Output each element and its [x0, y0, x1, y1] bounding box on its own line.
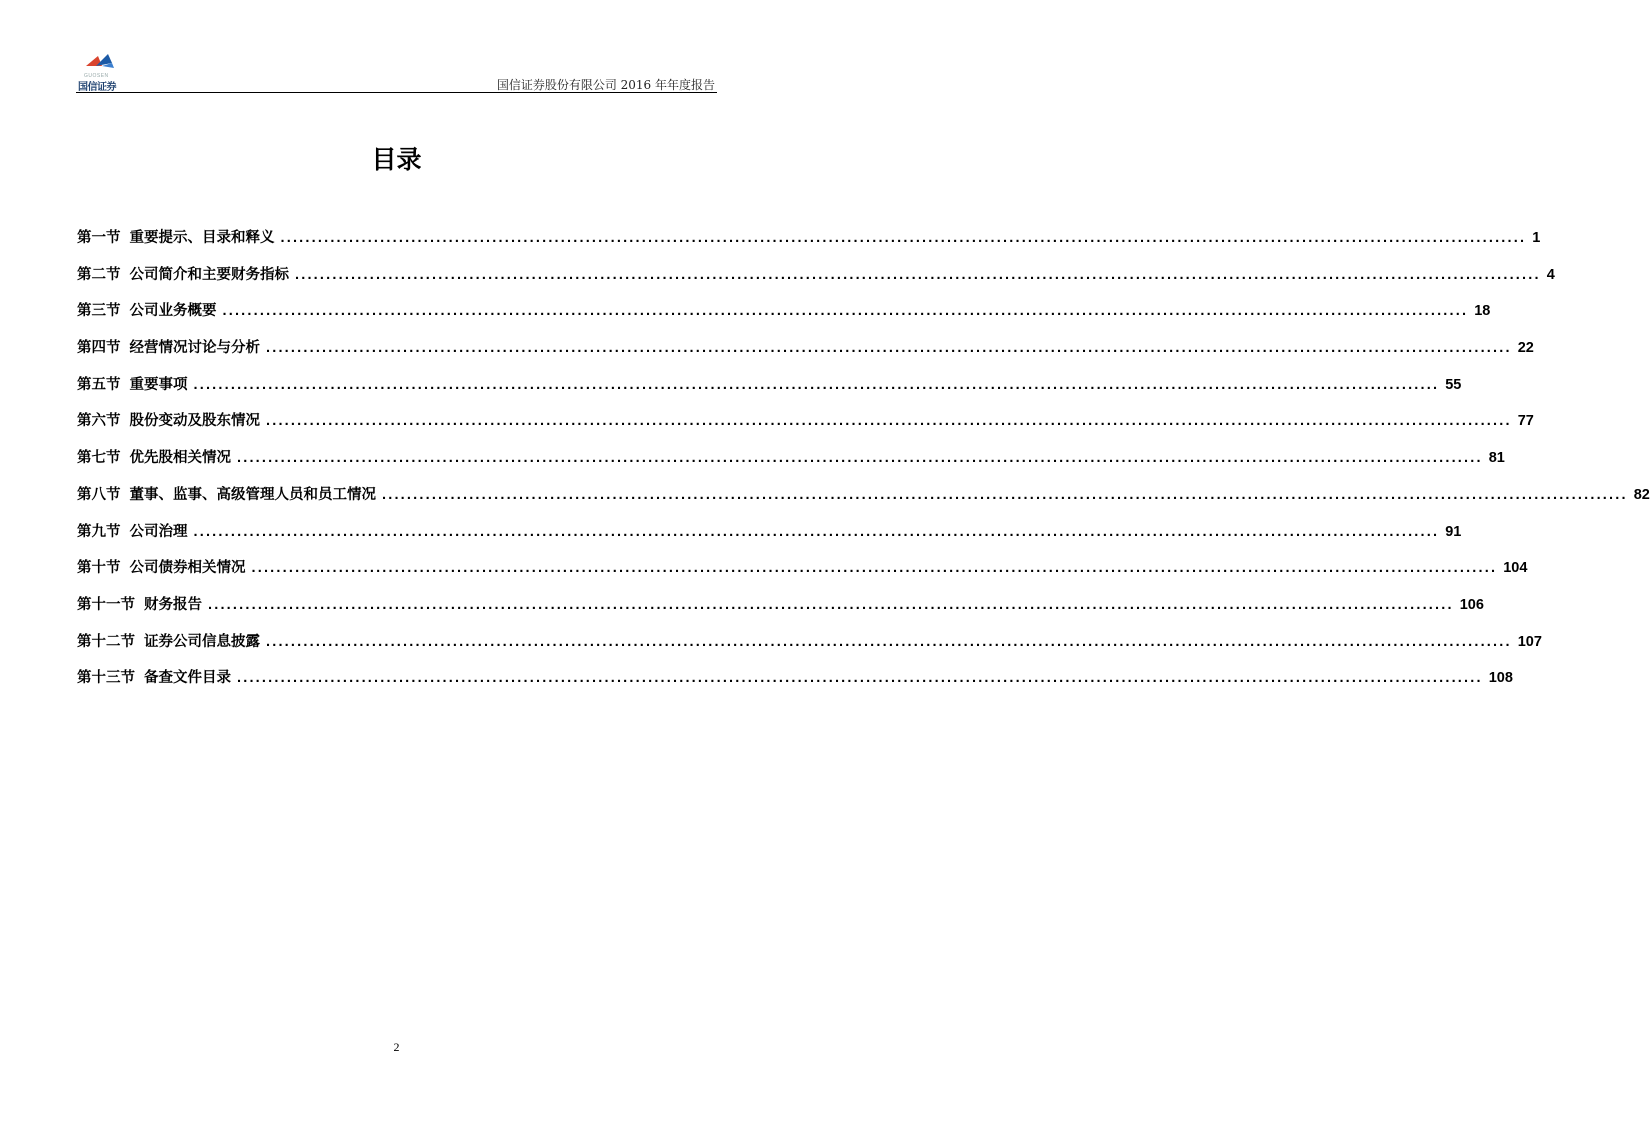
toc-entry-page: 81 — [1488, 450, 1505, 467]
toc-entry[interactable] — [77, 556, 1528, 593]
toc-entry-name: 重要事项 — [129, 376, 188, 393]
toc-entry-page: 1 — [1532, 230, 1541, 246]
toc-entry-name: 公司业务概要 — [129, 303, 217, 320]
toc-entry-name: 股份变动及股东情况 — [129, 413, 260, 430]
toc-leader-dots: ........................................................................................................................................................................................................ — [208, 596, 1454, 613]
toc-leader-dots: ........................................................................................................................................................................................................ — [193, 523, 1440, 540]
toc-entry-name: 优先股相关情况 — [129, 450, 231, 467]
toc-leader-dots: ........................................................................................................................................................................................................ — [295, 266, 1541, 283]
toc-entry[interactable] — [77, 483, 1650, 520]
toc-entry-name: 证券公司信息披露 — [144, 633, 260, 650]
toc-entry-name: 经营情况讨论与分析 — [129, 340, 260, 357]
toc-entry-section: 第十二节 — [77, 633, 135, 650]
toc-leader-dots: ........................................................................................................................................................................................................ — [266, 633, 1512, 650]
report-header-title: 国信证券股份有限公司 2016 年年度报告 — [496, 78, 715, 92]
toc-entry-section: 第十一节 — [77, 596, 135, 613]
toc-entry[interactable] — [77, 263, 1555, 300]
toc-entry-section: 第三节 — [77, 303, 121, 320]
toc-leader-dots: ........................................................................................................................................................................................................ — [280, 230, 1527, 246]
toc-entry-page: 104 — [1503, 560, 1528, 577]
toc-entry[interactable] — [77, 409, 1534, 446]
toc-entry[interactable] — [77, 593, 1484, 630]
toc-entry-page: 22 — [1517, 340, 1534, 357]
toc-entry-section: 第十三节 — [77, 670, 135, 687]
toc-entry-section: 第二节 — [77, 266, 121, 283]
toc-leader-dots: ........................................................................................................................................................................................................ — [251, 560, 1498, 577]
toc-entry[interactable] — [77, 299, 1491, 336]
toc-entry-section: 第十节 — [77, 560, 121, 577]
toc-leader-dots: ........................................................................................................................................................................................................ — [382, 486, 1628, 503]
toc-entry-page: 82 — [1633, 486, 1650, 503]
toc-leader-dots: ........................................................................................................................................................................................................ — [222, 303, 1469, 320]
toc-entry[interactable] — [77, 520, 1462, 557]
toc-entry-page: 55 — [1445, 376, 1462, 393]
toc-leader-dots: ........................................................................................................................................................................................................ — [237, 670, 1483, 687]
table-of-contents — [77, 226, 1650, 703]
toc-leader-dots: ........................................................................................................................................................................................................ — [266, 413, 1512, 430]
toc-entry-name: 董事、监事、高级管理人员和员工情况 — [129, 486, 376, 503]
toc-entry[interactable] — [77, 336, 1534, 373]
toc-entry-name: 公司简介和主要财务指标 — [129, 266, 289, 283]
toc-entry-name: 公司债券相关情况 — [129, 560, 246, 577]
toc-entry-page: 4 — [1546, 266, 1555, 283]
toc-entry[interactable] — [77, 373, 1462, 410]
toc-entry[interactable] — [77, 226, 1541, 263]
toc-entry-page: 77 — [1517, 413, 1534, 430]
toc-entry[interactable] — [77, 630, 1542, 667]
toc-entry-page: 106 — [1459, 596, 1484, 613]
toc-entry-page: 107 — [1517, 633, 1542, 650]
toc-leader-dots: ........................................................................................................................................................................................................ — [193, 376, 1440, 393]
toc-leader-dots: ........................................................................................................................................................................................................ — [266, 340, 1512, 357]
page-number: 2 — [393, 1040, 400, 1054]
toc-entry-section: 第一节 — [77, 230, 121, 246]
toc-entry-section: 第六节 — [77, 413, 121, 430]
toc-entry-page: 91 — [1445, 523, 1462, 540]
toc-entry-name: 重要提示、目录和释义 — [129, 230, 275, 246]
toc-entry[interactable] — [77, 446, 1505, 483]
toc-entry[interactable] — [77, 666, 1513, 703]
toc-entry-page: 18 — [1474, 303, 1491, 320]
toc-leader-dots: ........................................................................................................................................................................................................ — [237, 450, 1483, 467]
logo-chinese-text: 国信证券 — [78, 82, 116, 93]
toc-entry-section: 第九节 — [77, 523, 121, 540]
toc-title: 目录 — [371, 145, 422, 174]
toc-entry-name: 备查文件目录 — [144, 670, 231, 687]
toc-entry-section: 第五节 — [77, 376, 121, 393]
toc-entry-name: 公司治理 — [129, 523, 188, 540]
toc-entry-section: 第七节 — [77, 450, 121, 467]
logo-english-text: GUOSEN — [84, 73, 109, 79]
toc-entry-section: 第八节 — [77, 486, 121, 503]
toc-entry-section: 第四节 — [77, 340, 121, 357]
toc-entry-name: 财务报告 — [144, 596, 202, 613]
header-divider — [76, 92, 717, 93]
toc-entry-page: 108 — [1488, 670, 1513, 687]
